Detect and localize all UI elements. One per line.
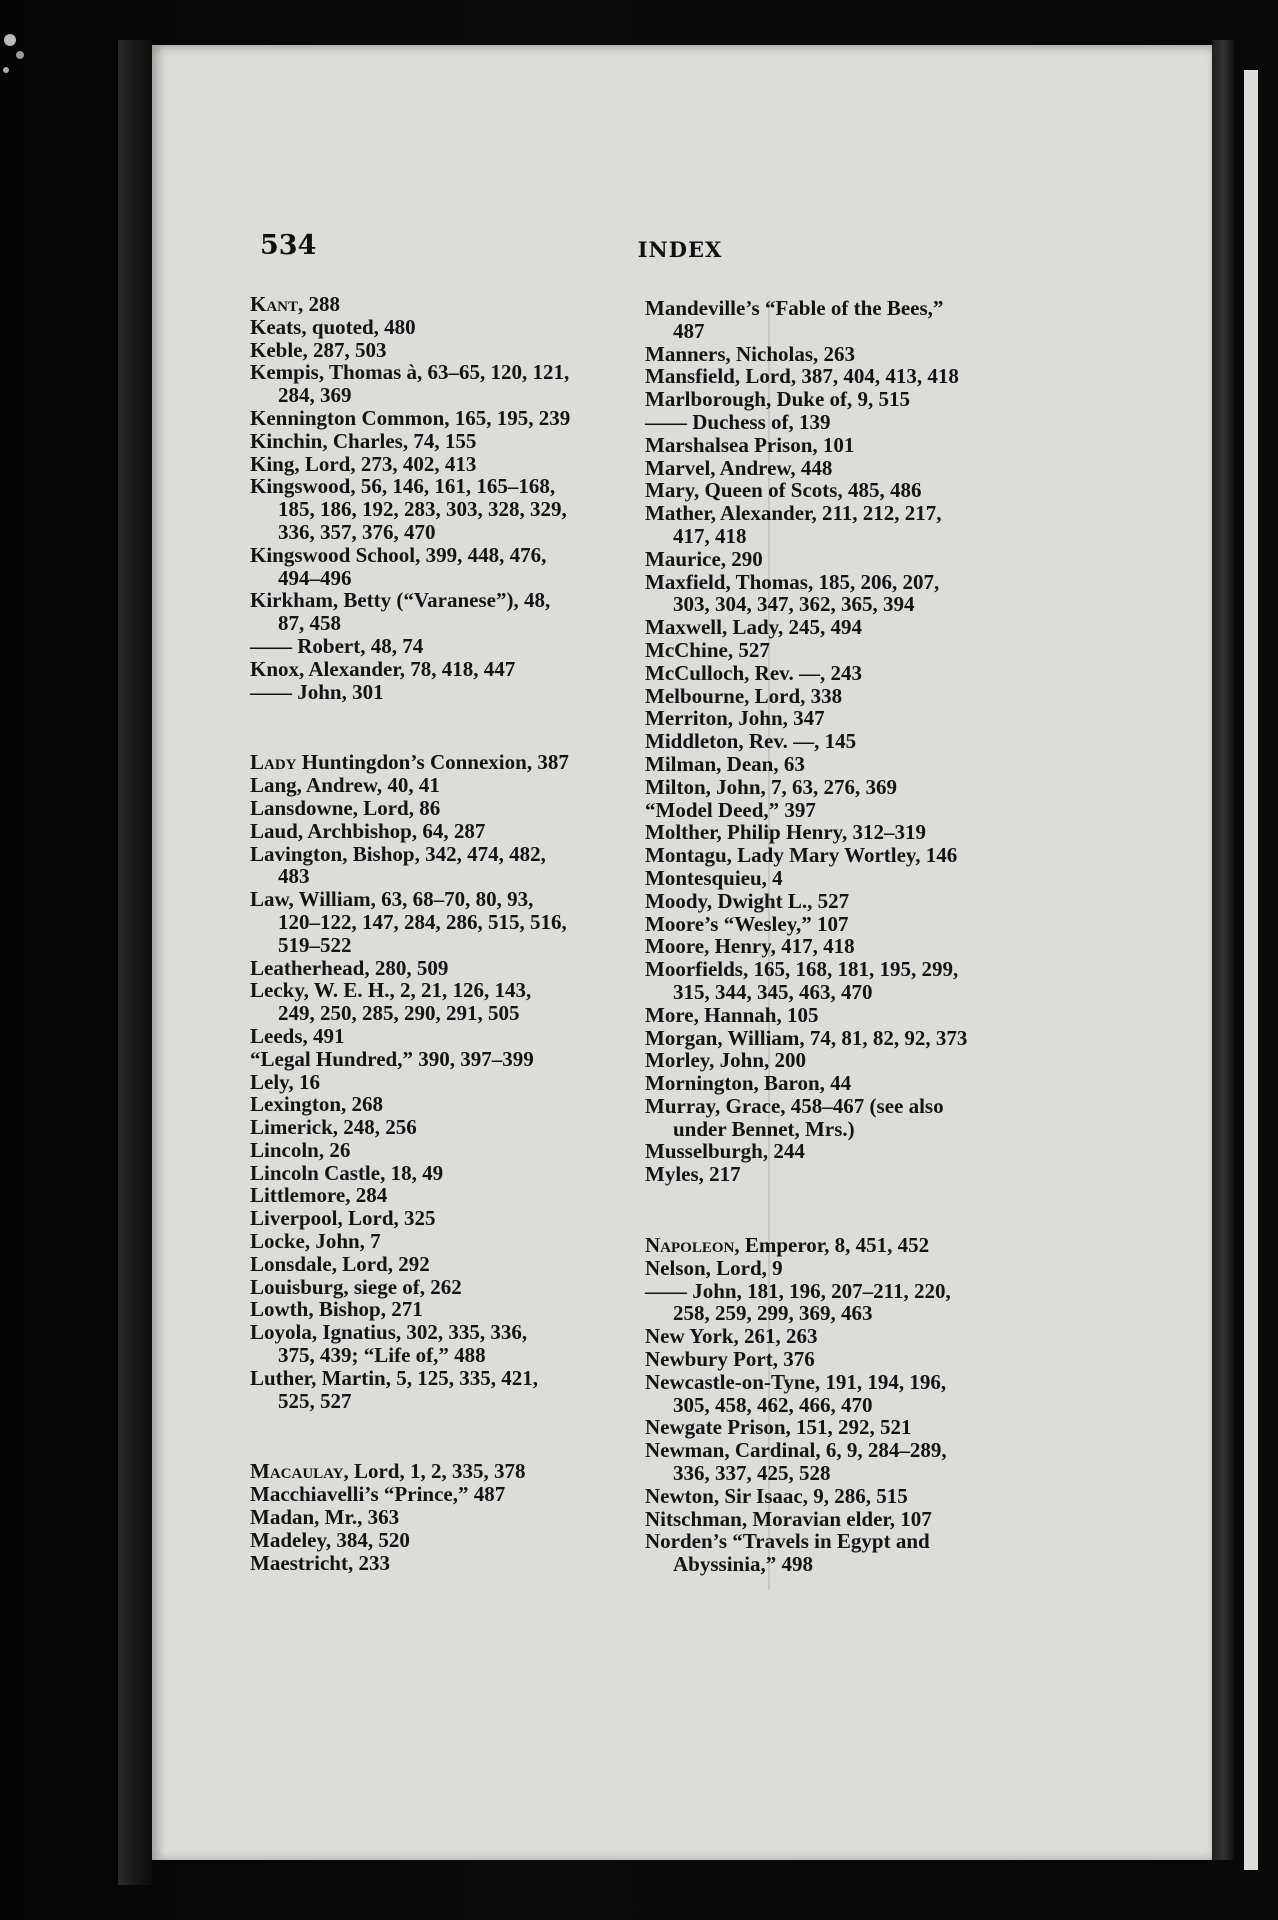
index-entry-continuation: 336, 337, 425, 528 [673, 1461, 831, 1486]
index-entry-text: Littlemore, 284 [250, 1183, 388, 1208]
index-entry-continuation: 494–496 [278, 565, 352, 590]
index-entry-text: Murray, Grace, 458–467 (see also [645, 1093, 944, 1118]
index-entry-text: Luther, Martin, 5, 125, 335, 421, [250, 1365, 538, 1390]
index-entry [645, 365, 1165, 388]
index-entry [645, 958, 1165, 1004]
index-entry-text: Louisburg, siege of, 262 [250, 1274, 462, 1299]
index-entry-continuation: 375, 439; “Life of,” 488 [278, 1343, 486, 1368]
index-entry [645, 1348, 1165, 1371]
index-entry-text: Lansdowne, Lord, 86 [250, 795, 441, 820]
index-entry-text: Lonsdale, Lord, 292 [250, 1251, 430, 1276]
book-spine-edge [118, 40, 152, 1885]
index-entry [645, 639, 1165, 662]
index-entry [645, 1439, 1165, 1485]
index-entry [645, 1508, 1165, 1531]
index-entry-text: Molther, Philip Henry, 312–319 [645, 820, 926, 845]
index-entry-text: Melbourne, Lord, 338 [645, 683, 843, 708]
index-entry [645, 935, 1165, 958]
index-entry-text: Kingswood School, 399, 448, 476, [250, 542, 547, 567]
index-entry-text: —— John, 181, 196, 207–211, 220, [645, 1278, 951, 1303]
index-entry-text: , 288 [298, 292, 341, 316]
index-entry-continuation: 336, 357, 376, 470 [278, 519, 436, 544]
index-entry-text: Leeds, 491 [250, 1023, 345, 1048]
index-entry-text: “Model Deed,” 397 [645, 797, 816, 822]
index-entry-text: Mornington, Baron, 44 [645, 1071, 852, 1096]
index-entry-text: Laud, Archbishop, 64, 287 [250, 818, 486, 843]
index-entry-text: McChine, 527 [645, 637, 770, 662]
index-entry [645, 662, 1165, 685]
index-entry-continuation: 284, 369 [278, 383, 352, 408]
index-entry-text: Moody, Dwight L., 527 [645, 888, 850, 913]
index-entry-text: Loyola, Ignatius, 302, 335, 336, [250, 1320, 528, 1345]
index-entry [645, 799, 1165, 822]
index-entry-text: Mandeville’s “Fable of the Bees,” [645, 296, 944, 320]
index-entry-text: Kempis, Thomas à, 63–65, 120, 121, [250, 360, 570, 385]
index-entry-text: Macchiavelli’s “Prince,” 487 [250, 1482, 506, 1507]
index-entry-text: Maxfield, Thomas, 185, 206, 207, [645, 569, 940, 594]
index-entry-text: Lincoln Castle, 18, 49 [250, 1160, 444, 1185]
index-entry [645, 388, 1165, 411]
index-entry-continuation: 483 [278, 864, 310, 889]
index-entry-text: , Lord, 1, 2, 335, 378 [343, 1459, 526, 1484]
index-entry [645, 571, 1165, 617]
index-entry-text: Milton, John, 7, 63, 276, 369 [645, 774, 898, 799]
index-entry-continuation: 249, 250, 285, 290, 291, 505 [278, 1001, 520, 1026]
index-entry [645, 1004, 1165, 1027]
index-entry [645, 616, 1165, 639]
index-entry-text: Leatherhead, 280, 509 [250, 955, 449, 980]
index-entry-continuation: 120–122, 147, 284, 286, 515, 516, [278, 909, 567, 934]
index-entry-text: “Legal Hundred,” 390, 397–399 [250, 1046, 534, 1071]
index-entry-continuation: 315, 344, 345, 463, 470 [673, 979, 873, 1004]
index-entry-continuation: 519–522 [278, 932, 352, 957]
running-head: INDEX [637, 237, 723, 262]
index-section-head: Macaulay [250, 1459, 344, 1484]
page-number: 534 [260, 230, 317, 261]
index-entry-text: —— John, 301 [250, 679, 384, 704]
index-entry-text: Norden’s “Travels in Egypt and [645, 1529, 930, 1554]
index-entry-text: Marshalsea Prison, 101 [645, 432, 855, 457]
index-entry-text: Keats, quoted, 480 [250, 314, 416, 339]
index-entry [645, 707, 1165, 730]
next-page-sliver [1244, 70, 1258, 1870]
index-entry-continuation: 487 [673, 318, 705, 343]
index-entry-continuation: 417, 418 [673, 523, 747, 548]
index-entry-text: Montagu, Lady Mary Wortley, 146 [645, 843, 958, 868]
index-entry-text: Lely, 16 [250, 1069, 321, 1094]
index-entry [645, 479, 1165, 502]
index-entry [645, 1234, 1165, 1257]
index-entry-text: Morgan, William, 74, 81, 82, 92, 373 [645, 1025, 968, 1050]
index-entry-text: King, Lord, 273, 402, 413 [250, 451, 477, 476]
book-right-edge [1212, 40, 1234, 1860]
index-section-head: Kant [250, 292, 299, 316]
index-entry-text: Myles, 217 [645, 1162, 741, 1187]
index-entry-text: Keble, 287, 503 [250, 337, 387, 362]
index-entry-text: Marvel, Andrew, 448 [645, 455, 833, 480]
index-entry-text: Huntingdon’s Connexion, 387 [296, 750, 569, 775]
index-entry-text: Newgate Prison, 151, 292, 521 [645, 1415, 912, 1440]
index-entry-text: Newbury Port, 376 [645, 1347, 815, 1372]
index-entry-continuation: 525, 527 [278, 1388, 352, 1413]
index-entry-text: Lowth, Bishop, 271 [250, 1297, 423, 1322]
index-entry-text: Newman, Cardinal, 6, 9, 284–289, [645, 1438, 947, 1463]
index-entry [645, 1530, 1165, 1576]
index-entry-text: Newcastle-on-Tyne, 191, 194, 196, [645, 1369, 947, 1394]
index-entry [645, 890, 1165, 913]
index-entry [645, 1140, 1165, 1163]
index-entry [645, 821, 1165, 844]
index-entry-text: Madan, Mr., 363 [250, 1505, 400, 1530]
index-section-head: Napoleon [645, 1233, 735, 1258]
index-section-gap [645, 1186, 1165, 1234]
index-entry-text: Moorfields, 165, 168, 181, 195, 299, [645, 957, 959, 982]
index-entry-text: Locke, John, 7 [250, 1229, 381, 1254]
index-entry [645, 753, 1165, 776]
index-entry-continuation: Abyssinia,” 498 [673, 1552, 814, 1577]
index-entry-text: Mather, Alexander, 211, 212, 217, [645, 501, 942, 526]
index-entry-text: Lecky, W. E. H., 2, 21, 126, 143, [250, 978, 532, 1003]
index-entry-text: Manners, Nicholas, 263 [645, 341, 855, 366]
index-entry-continuation: 303, 304, 347, 362, 365, 394 [673, 592, 915, 617]
index-entry-text: Kingswood, 56, 146, 161, 165–168, [250, 474, 556, 499]
index-entry-text: Lexington, 268 [250, 1092, 384, 1117]
index-entry-text: Kirkham, Betty (“Varanese”), 48, [250, 588, 551, 613]
index-entry-text: Liverpool, Lord, 325 [250, 1206, 436, 1231]
index-entry [645, 1325, 1165, 1348]
index-entry [645, 1257, 1165, 1280]
index-entry [645, 1163, 1165, 1186]
index-entry-text: Lang, Andrew, 40, 41 [250, 773, 440, 798]
index-entry-text: Law, William, 63, 68–70, 80, 93, [250, 887, 534, 912]
index-entry [645, 343, 1165, 366]
index-entry-text: Nelson, Lord, 9 [645, 1255, 783, 1280]
index-column-right [645, 297, 1165, 1576]
index-entry-text: More, Hannah, 105 [645, 1002, 819, 1027]
index-entry-text: Middleton, Rev. —, 145 [645, 729, 857, 754]
scan-specks [0, 0, 40, 90]
index-entry-text: —— Duchess of, 139 [645, 409, 831, 434]
index-entry-text: McCulloch, Rev. —, 243 [645, 660, 862, 685]
index-entry-text: Lavington, Bishop, 342, 474, 482, [250, 841, 546, 866]
index-entry [645, 1027, 1165, 1050]
index-entry-text: Lincoln, 26 [250, 1137, 351, 1162]
index-entry-continuation: 87, 458 [278, 611, 341, 636]
index-entry [645, 730, 1165, 753]
index-entry-text: Milman, Dean, 63 [645, 751, 805, 776]
index-entry [645, 297, 1165, 343]
index-entry-text: Montesquieu, 4 [645, 865, 783, 890]
index-entry-text: Moore, Henry, 417, 418 [645, 934, 855, 959]
index-entry-text: Merriton, John, 347 [645, 706, 825, 731]
index-entry-text: Madeley, 384, 520 [250, 1527, 410, 1552]
index-entry [645, 548, 1165, 571]
index-entry [645, 1280, 1165, 1326]
index-entry-text: Mansfield, Lord, 387, 404, 413, 418 [645, 364, 959, 389]
index-entry-continuation: under Bennet, Mrs.) [673, 1116, 855, 1141]
index-entry-text: Moore’s “Wesley,” 107 [645, 911, 849, 936]
index-entry-continuation: 185, 186, 192, 283, 303, 328, 329, [278, 497, 567, 522]
index-entry [645, 1485, 1165, 1508]
index-entry [645, 1095, 1165, 1141]
index-entry-text: Morley, John, 200 [645, 1048, 806, 1073]
index-section-head: Lady [250, 750, 297, 775]
index-entry [645, 1049, 1165, 1072]
index-entry-text: —— Robert, 48, 74 [250, 633, 424, 658]
index-entry [645, 776, 1165, 799]
index-entry-text: Mary, Queen of Scots, 485, 486 [645, 478, 922, 503]
index-entry-text: Marlborough, Duke of, 9, 515 [645, 387, 911, 412]
index-entry-text: , Emperor, 8, 451, 452 [734, 1233, 930, 1258]
index-entry [645, 867, 1165, 890]
index-entry-text: Newton, Sir Isaac, 9, 286, 515 [645, 1483, 908, 1508]
index-entry [645, 411, 1165, 434]
index-entry-continuation: 258, 259, 299, 369, 463 [673, 1301, 873, 1326]
index-entry-continuation: 305, 458, 462, 466, 470 [673, 1392, 873, 1417]
index-entry-text: Kennington Common, 165, 195, 239 [250, 405, 571, 430]
index-entry-text: New York, 261, 263 [645, 1324, 818, 1349]
index-entry [645, 434, 1165, 457]
index-entry [645, 1371, 1165, 1417]
index-entry [645, 685, 1165, 708]
index-entry-text: Maestricht, 233 [250, 1550, 390, 1575]
index-entry [645, 844, 1165, 867]
index-entry-text: Maurice, 290 [645, 546, 763, 571]
index-entry [645, 1416, 1165, 1439]
index-entry-text: Nitschman, Moravian elder, 107 [645, 1506, 932, 1531]
index-entry [645, 457, 1165, 480]
index-entry-text: Kinchin, Charles, 74, 155 [250, 428, 477, 453]
index-entry-text: Maxwell, Lady, 245, 494 [645, 615, 863, 640]
index-entry-text: Musselburgh, 244 [645, 1139, 805, 1164]
index-entry-text: Limerick, 248, 256 [250, 1115, 417, 1140]
index-entry [645, 1072, 1165, 1095]
index-entry-text: Knox, Alexander, 78, 418, 447 [250, 656, 516, 681]
index-entry [645, 913, 1165, 936]
index-entry [645, 502, 1165, 548]
